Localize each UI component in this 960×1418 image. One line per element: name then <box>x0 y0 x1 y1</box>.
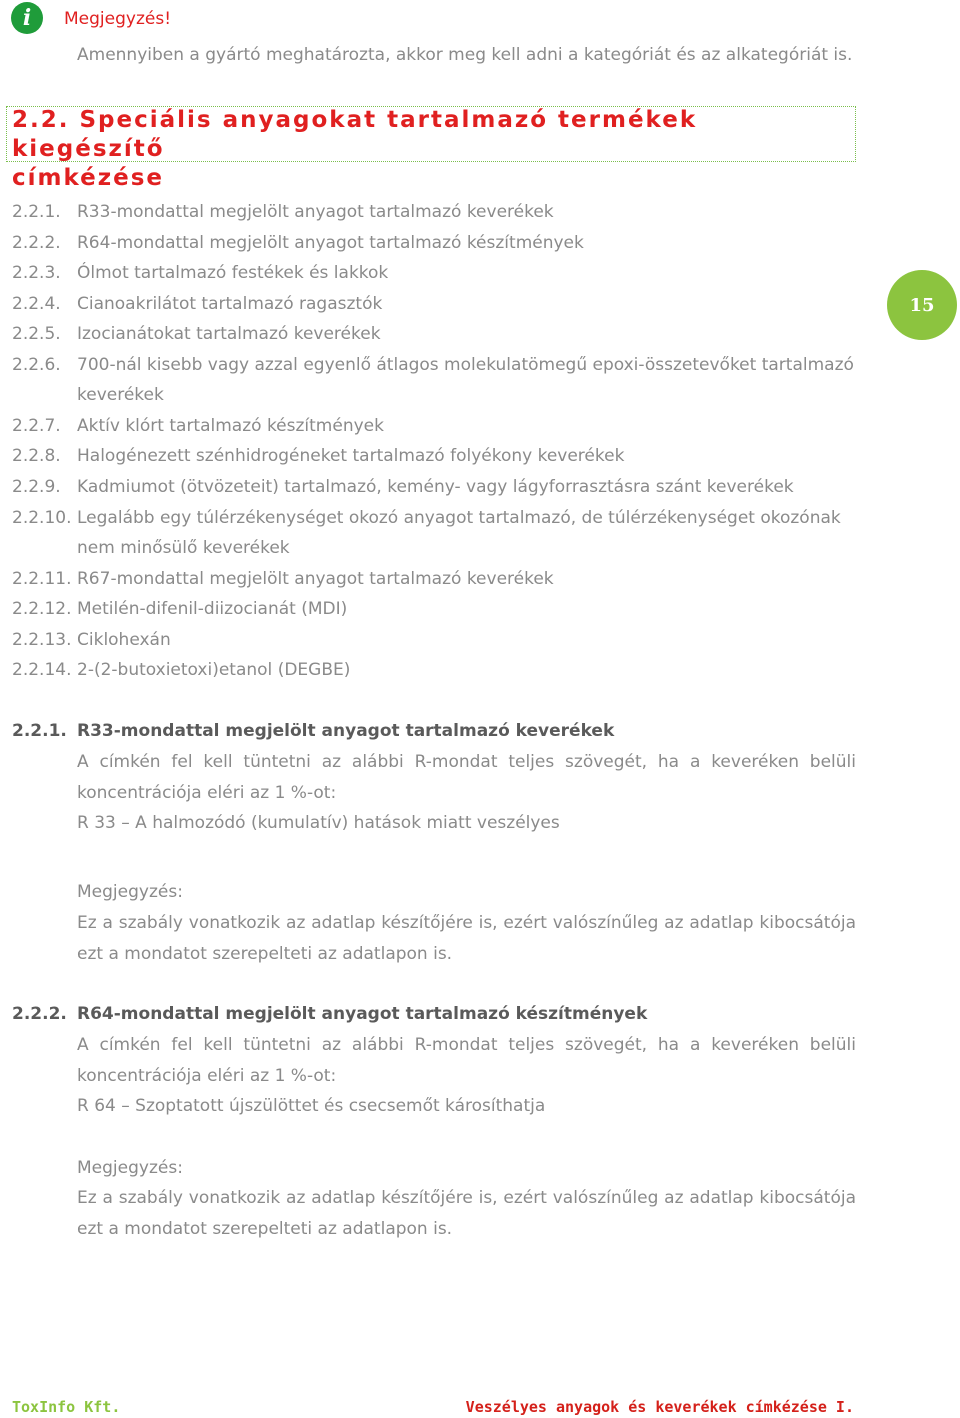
toc-number: 2.2.12. <box>12 599 72 619</box>
note-text: Ez a szabály vonatkozik az adatlap készítőjére is, ezért valószínűleg az adatlap kibocsátója <box>77 1188 856 1208</box>
section-heading-line-2: címkézése <box>12 165 165 191</box>
toc-number: 2.2.8. <box>12 446 61 466</box>
toc-label: R64-mondattal megjelölt anyagot tartalmazó készítmények <box>77 233 584 253</box>
footer-document-title: Veszélyes anyagok és keverékek címkézése I. <box>465 1398 854 1416</box>
subsection-number: 2.2.1. <box>12 721 67 741</box>
toc-label: 2-(2-butoxietoxi)etanol (DEGBE) <box>77 660 351 680</box>
toc-label: R33-mondattal megjelölt anyagot tartalmazó keverékek <box>77 202 554 222</box>
toc-number: 2.2.2. <box>12 233 61 253</box>
toc-number: 2.2.5. <box>12 324 61 344</box>
r-phrase: R 64 – Szoptatott újszülöttet és csecsemőt károsíthatja <box>77 1096 546 1116</box>
body-text: koncentrációja eléri az 1 %-ot: <box>77 1066 337 1086</box>
toc-number: 2.2.7. <box>12 416 61 436</box>
toc-label-continuation: keverékek <box>77 385 164 405</box>
page-number-badge: 15 <box>887 270 957 340</box>
toc-label: Aktív klórt tartalmazó készítmények <box>77 416 384 436</box>
toc-label: Ólmot tartalmazó festékek és lakkok <box>77 263 389 283</box>
toc-number: 2.2.14. <box>12 660 72 680</box>
toc-number: 2.2.6. <box>12 355 61 375</box>
body-text: koncentrációja eléri az 1 %-ot: <box>77 783 337 803</box>
body-text: A címkén fel kell tüntetni az alábbi R-mondat teljes szövegét, ha a keveréken belüli <box>77 752 856 772</box>
toc-label: Ciklohexán <box>77 630 171 650</box>
subsection-number: 2.2.2. <box>12 1004 67 1024</box>
toc-label: Halogénezett szénhidrogéneket tartalmazó folyékony keverékek <box>77 446 625 466</box>
info-icon: i <box>11 2 43 34</box>
note-title: Megjegyzés! <box>64 9 172 29</box>
toc-number: 2.2.1. <box>12 202 61 222</box>
toc-number: 2.2.10. <box>12 508 72 528</box>
subsection-title: R33-mondattal megjelölt anyagot tartalmazó keverékek <box>77 721 615 741</box>
note-label: Megjegyzés: <box>77 882 183 902</box>
footer-company: ToxInfo Kft. <box>12 1398 121 1416</box>
toc-label: Kadmiumot (ötvözeteit) tartalmazó, kemény- vagy lágyforrasztásra szánt keverékek <box>77 477 794 497</box>
note-text: Ez a szabály vonatkozik az adatlap készítőjére is, ezért valószínűleg az adatlap kibocsátója <box>77 913 856 933</box>
toc-label: 700-nál kisebb vagy azzal egyenlő átlagos molekulatömegű epoxi-összetevőket tartalmazó <box>77 355 854 375</box>
toc-label: R67-mondattal megjelölt anyagot tartalmazó keverékek <box>77 569 554 589</box>
section-heading <box>12 106 852 193</box>
toc-label: Cianoakrilátot tartalmazó ragasztók <box>77 294 383 314</box>
toc-number: 2.2.11. <box>12 569 72 589</box>
toc-label: Legalább egy túlérzékenységet okozó anyagot tartalmazó, de túlérzékenységet okozónak <box>77 508 841 528</box>
r-phrase: R 33 – A halmozódó (kumulatív) hatások miatt veszélyes <box>77 813 560 833</box>
toc-label: Izocianátokat tartalmazó keverékek <box>77 324 381 344</box>
note-text: ezt a mondatot szerepelteti az adatlapon is. <box>77 944 453 964</box>
note-text: Amennyiben a gyártó meghatározta, akkor meg kell adni a kategóriát és az alkategóriát is. <box>77 45 853 65</box>
body-text: A címkén fel kell tüntetni az alábbi R-mondat teljes szövegét, ha a keveréken belüli <box>77 1035 856 1055</box>
toc-number: 2.2.13. <box>12 630 72 650</box>
toc-number: 2.2.4. <box>12 294 61 314</box>
section-heading-line-1: 2.2. Speciális anyagokat tartalmazó termékek kiegészítő <box>12 107 698 162</box>
subsection-title: R64-mondattal megjelölt anyagot tartalmazó készítmények <box>77 1004 648 1024</box>
toc-label-continuation: nem minősülő keverékek <box>77 538 290 558</box>
note-text: ezt a mondatot szerepelteti az adatlapon is. <box>77 1219 453 1239</box>
toc-number: 2.2.3. <box>12 263 61 283</box>
toc-label: Metilén-difenil-diizocianát (MDI) <box>77 599 348 619</box>
toc-number: 2.2.9. <box>12 477 61 497</box>
note-label: Megjegyzés: <box>77 1158 183 1178</box>
